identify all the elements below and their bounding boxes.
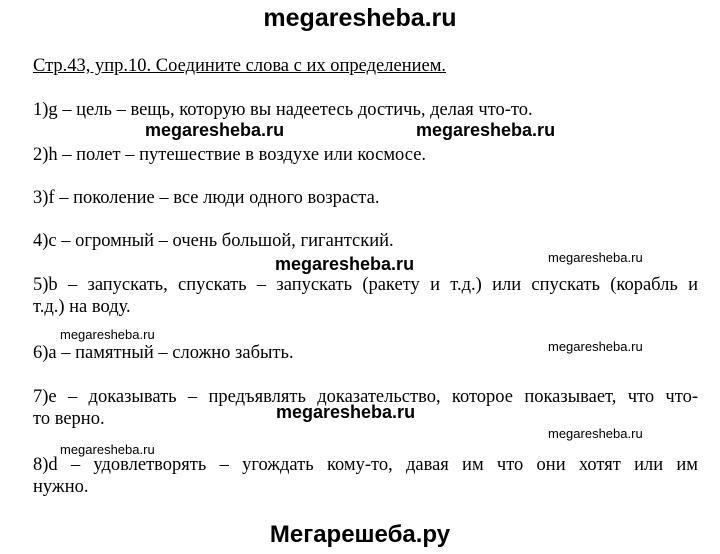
answer-item-5-line-2: т.д.) на воду.: [33, 297, 131, 317]
answer-item-8: [33, 454, 698, 498]
watermark-overlay: megaresheba.ru: [548, 339, 643, 354]
watermark-overlay: megaresheba.ru: [548, 250, 643, 265]
answer-item-4: 4)c – огромный – очень большой, гигантский.: [33, 231, 394, 251]
answer-item-1: 1)g – цель – вещь, которую вы надеетесь достичь, делая что-то.: [33, 100, 533, 120]
answer-item-8-line-1: 8)d – удовлетворять – угождать кому-то, давая им что они хотят или им: [33, 455, 698, 475]
watermark-overlay: megaresheba.ru: [275, 254, 415, 274]
answer-item-7-line-1: 7)e – доказывать – предъявлять доказательство, которое показывает, что что-: [33, 387, 698, 407]
watermark-overlay: megaresheba.ru: [60, 327, 155, 342]
site-watermark-bottom: Мегарешеба.ру: [269, 521, 451, 548]
answer-item-3: 3)f – поколение – все люди одного возраста.: [33, 188, 380, 208]
answer-item-5-line-1: 5)b – запускать, спускать – запускать (ракету и т.д.) или спускать (корабль и: [33, 275, 698, 295]
answer-item-8-line-2: нужно.: [33, 477, 89, 497]
watermark-overlay: megaresheba.ru: [548, 426, 643, 441]
answer-item-6: 6)a – памятный – сложно забыть.: [33, 343, 294, 363]
answer-item-7-line-2: то верно.: [33, 409, 105, 429]
watermark-overlay: megaresheba.ru: [60, 442, 155, 457]
watermark-overlay: megaresheba.ru: [416, 120, 556, 140]
answer-item-5: [33, 274, 698, 318]
exercise-heading: Стр.43, упр.10. Соедините слова с их определением.: [33, 56, 447, 76]
answer-item-2: 2)h – полет – путешествие в воздухе или космосе.: [33, 145, 427, 165]
watermark-overlay: megaresheba.ru: [276, 402, 416, 422]
site-watermark-top: megaresheba.ru: [263, 4, 457, 32]
watermark-overlay: megaresheba.ru: [145, 120, 285, 140]
